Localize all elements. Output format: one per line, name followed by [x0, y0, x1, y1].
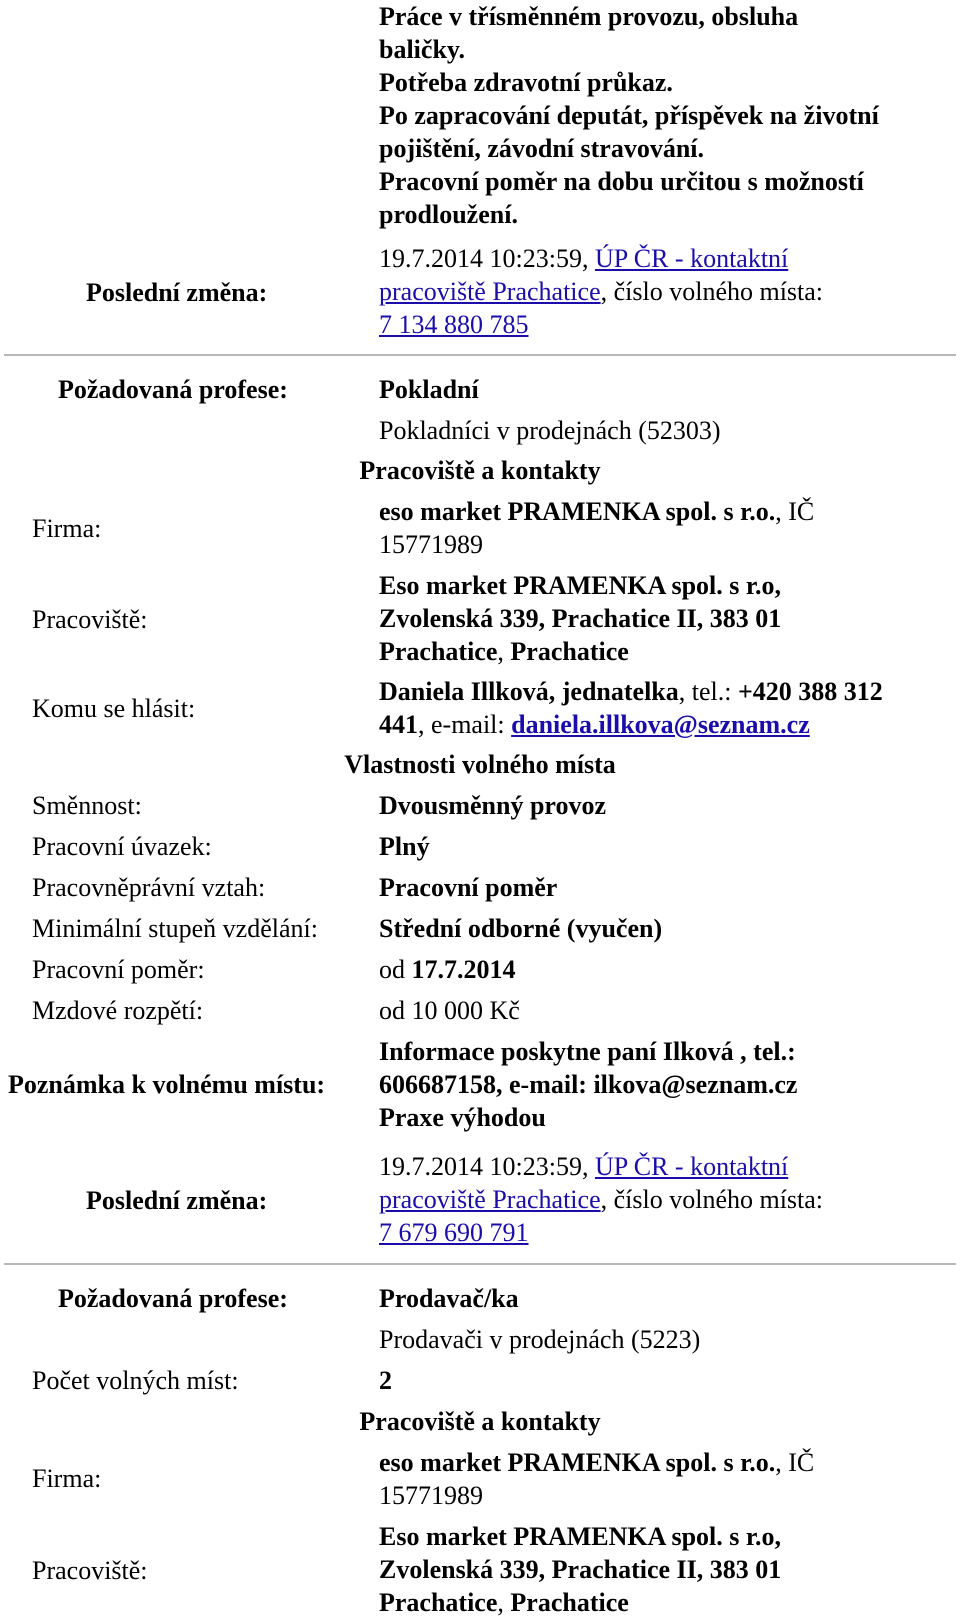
email-link[interactable]: daniela.illkova@seznam.cz [511, 710, 810, 739]
profession-category: Pokladníci v prodejnách (52303) [379, 416, 721, 445]
employment-start-label: Pracovní poměr: [32, 955, 205, 984]
workplace-label: Pracoviště: [32, 1556, 148, 1585]
last-change-label: Poslední změna: [86, 1186, 268, 1215]
vacancy-count-label: Počet volných míst: [32, 1366, 239, 1395]
workplace-district: Prachatice [510, 637, 629, 666]
salary-range-value: od 10 000 Kč [379, 996, 520, 1025]
workplace-city: Prachatice [379, 637, 498, 666]
desc-line: pojištění, závodní stravování. [379, 134, 705, 163]
workload-label: Pracovní úvazek: [32, 832, 212, 861]
company-id: 15771989 [379, 530, 483, 559]
employment-relation-label: Pracovněprávní vztah: [32, 873, 266, 902]
vacancy-number-link[interactable]: 7 134 880 785 [379, 310, 529, 339]
separator: , [497, 637, 511, 666]
contact-person-value [379, 675, 954, 741]
profession-value: Prodavač/ka [379, 1284, 519, 1313]
note-line: Informace poskytne paní Ilková , tel.: [379, 1037, 796, 1066]
section-vacancy-properties: Vlastnosti volného místa [344, 750, 616, 779]
company-id: 15771989 [379, 1481, 483, 1510]
office-link[interactable]: ÚP ČR - kontaktní [594, 1152, 789, 1181]
company-value [379, 495, 954, 561]
workplace-district: Prachatice [510, 1588, 629, 1617]
office-link[interactable]: ÚP ČR - kontaktní [594, 244, 789, 273]
vacancy-note-value [379, 1035, 954, 1134]
listing-divider [4, 1263, 956, 1265]
desc-line: Pracovní poměr na dobu určitou s možností [379, 167, 864, 196]
phone-number: +420 388 312 [737, 677, 883, 706]
salary-range-label: Mzdové rozpětí: [32, 996, 204, 1025]
job-description [379, 0, 954, 231]
vacancy-count-value: 2 [379, 1366, 392, 1395]
desc-line: prodloužení. [379, 200, 518, 229]
vacancy-number-label: , číslo volného místa: [600, 1185, 824, 1214]
start-date: 17.7.2014 [411, 955, 516, 984]
company-value [379, 1446, 954, 1512]
desc-line: Potřeba zdravotní průkaz. [379, 68, 673, 97]
listing-divider [4, 354, 956, 356]
section-workplace-contacts: Pracoviště a kontakty [359, 456, 601, 485]
workplace-city: Prachatice [379, 1588, 498, 1617]
shift-value: Dvousměnný provoz [379, 791, 607, 820]
workplace-value [379, 569, 954, 668]
desc-line: Práce v třísměnném provozu, obsluha [379, 2, 799, 31]
education-label: Minimální stupeň vzdělání: [32, 914, 318, 943]
last-change-date: 19.7.2014 10:23:59, [379, 1152, 595, 1181]
desc-line: baličky. [379, 35, 465, 64]
phone-number-continued: 441 [379, 710, 418, 739]
profession-value: Pokladní [379, 375, 479, 404]
company-label: Firma: [32, 1464, 102, 1493]
note-line: 606687158, e-mail: ilkova@seznam.cz [379, 1070, 798, 1099]
shift-label: Směnnost: [32, 791, 142, 820]
separator: , [497, 1588, 511, 1617]
profession-label: Požadovaná profese: [58, 375, 288, 404]
vacancy-note-label: Poznámka k volnému místu: [8, 1070, 326, 1099]
contact-person-name: Daniela Illková, jednatelka [379, 677, 679, 706]
workplace-line: Zvolenská 339, Prachatice II, 383 01 [379, 1555, 782, 1584]
section-workplace-contacts: Pracoviště a kontakty [359, 1407, 601, 1436]
workplace-label: Pracoviště: [32, 605, 148, 634]
office-link-continued[interactable]: pracoviště Prachatice [379, 277, 601, 306]
workload-value: Plný [379, 832, 430, 861]
company-name: eso market PRAMENKA spol. s r.o. [379, 1448, 776, 1477]
company-name: eso market PRAMENKA spol. s r.o. [379, 497, 776, 526]
vacancy-number-label: , číslo volného místa: [600, 277, 824, 306]
desc-line: Po zapracování deputát, příspěvek na životní [379, 101, 879, 130]
vacancy-number-link[interactable]: 7 679 690 791 [379, 1218, 529, 1247]
workplace-line: Zvolenská 339, Prachatice II, 383 01 [379, 604, 782, 633]
company-id-label: , IČ [775, 1448, 815, 1477]
last-change-value [379, 1150, 954, 1249]
company-label: Firma: [32, 514, 102, 543]
education-value: Střední odborné (vyučen) [379, 914, 663, 943]
last-change-value [379, 242, 954, 341]
profession-category: Prodavači v prodejnách (5223) [379, 1325, 701, 1354]
profession-label: Požadovaná profese: [58, 1284, 288, 1313]
from-prefix: od [379, 955, 412, 984]
contact-person-label: Komu se hlásit: [32, 694, 196, 723]
workplace-line: Eso market PRAMENKA spol. s r.o, [379, 1522, 782, 1551]
employment-relation-value: Pracovní poměr [379, 873, 558, 902]
note-line: Praxe výhodou [379, 1103, 546, 1132]
company-id-label: , IČ [775, 497, 815, 526]
last-change-label: Poslední změna: [86, 278, 268, 307]
workplace-line: Eso market PRAMENKA spol. s r.o, [379, 571, 782, 600]
last-change-date: 19.7.2014 10:23:59, [379, 244, 595, 273]
employment-start-value [379, 953, 954, 986]
office-link-continued[interactable]: pracoviště Prachatice [379, 1185, 601, 1214]
phone-label: , tel.: [678, 677, 738, 706]
workplace-value [379, 1520, 954, 1619]
email-label: , e-mail: [418, 710, 512, 739]
